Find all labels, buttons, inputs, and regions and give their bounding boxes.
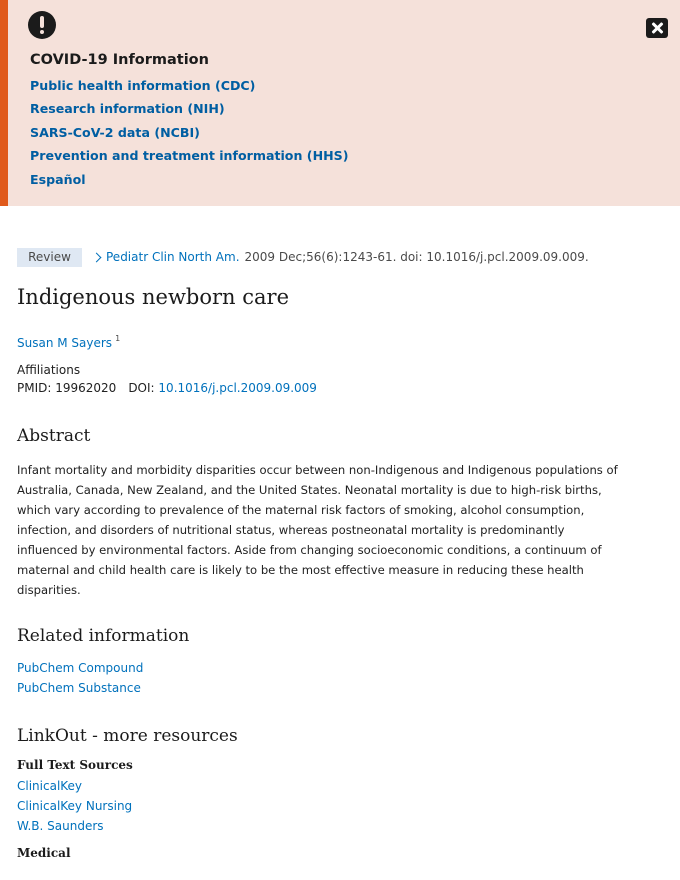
doi-link[interactable]: 10.1016/j.pcl.2009.09.009 (158, 381, 317, 395)
author-affiliation-number[interactable]: 1 (115, 334, 121, 343)
link-ncbi[interactable]: SARS-CoV-2 data (NCBI) (30, 124, 200, 140)
abstract-text: Infant mortality and morbidity disparities occur between non-Indigenous and Indigenous populations of Australia, Canada, New Zealand, and the United States. Neonatal mortality is due to high-risk births, which vary according to prevalence of the maternal risk factors of smoking, alcohol consumption, infection, and disorders of nutritional status, whereas postneonatal mortality is predominantly influenced by environmental factors. Aside from changing socioeconomic conditions, a continuum of maternal and child health care is likely to be the most effective measure in reducing these health disparities. (17, 463, 618, 597)
full-text-sources-heading: Full Text Sources (17, 758, 133, 772)
link-hhs[interactable]: Prevention and treatment information (HHS) (30, 148, 349, 164)
banner-title: COVID-19 Information (30, 52, 209, 68)
link-nih[interactable]: Research information (NIH) (30, 101, 225, 117)
citation-details: 2009 Dec;56(6):1243-61. doi: 10.1016/j.pcl.2009.09.009. (244, 250, 589, 264)
full-text-sources-list (17, 776, 132, 836)
citation-line (17, 247, 589, 267)
author-list (17, 334, 120, 350)
covid-banner (0, 0, 680, 206)
page-title: Indigenous newborn care (17, 285, 289, 309)
related-information-list (17, 658, 143, 698)
abstract-heading: Abstract (17, 426, 91, 446)
exclamation-circle-icon (28, 11, 56, 39)
pubchem-substance-link[interactable]: PubChem Substance (17, 681, 141, 695)
medical-heading: Medical (17, 846, 71, 860)
doi-label: DOI: (128, 381, 155, 395)
affiliations-toggle[interactable]: Affiliations (17, 363, 81, 377)
link-espanol[interactable]: Español (30, 171, 86, 187)
banner-links (30, 76, 348, 193)
related-information-heading: Related information (17, 626, 190, 646)
journal-link[interactable]: Pediatr Clin North Am. (106, 250, 240, 264)
article-identifiers (17, 381, 317, 395)
linkout-heading: LinkOut - more resources (17, 726, 238, 746)
pubchem-compound-link[interactable]: PubChem Compound (17, 661, 144, 675)
pmid: PMID: 19962020 (17, 381, 117, 395)
clinicalkey-nursing-link[interactable]: ClinicalKey Nursing (17, 799, 133, 813)
author-link[interactable]: Susan M Sayers (17, 336, 113, 350)
link-cdc[interactable]: Public health information (CDC) (30, 78, 256, 93)
chevron-right-icon[interactable] (92, 252, 102, 262)
clinicalkey-link[interactable]: ClinicalKey (17, 779, 83, 793)
close-icon[interactable] (646, 18, 668, 38)
wb-saunders-link[interactable]: W.B. Saunders (17, 819, 104, 833)
review-badge: Review (17, 248, 82, 267)
